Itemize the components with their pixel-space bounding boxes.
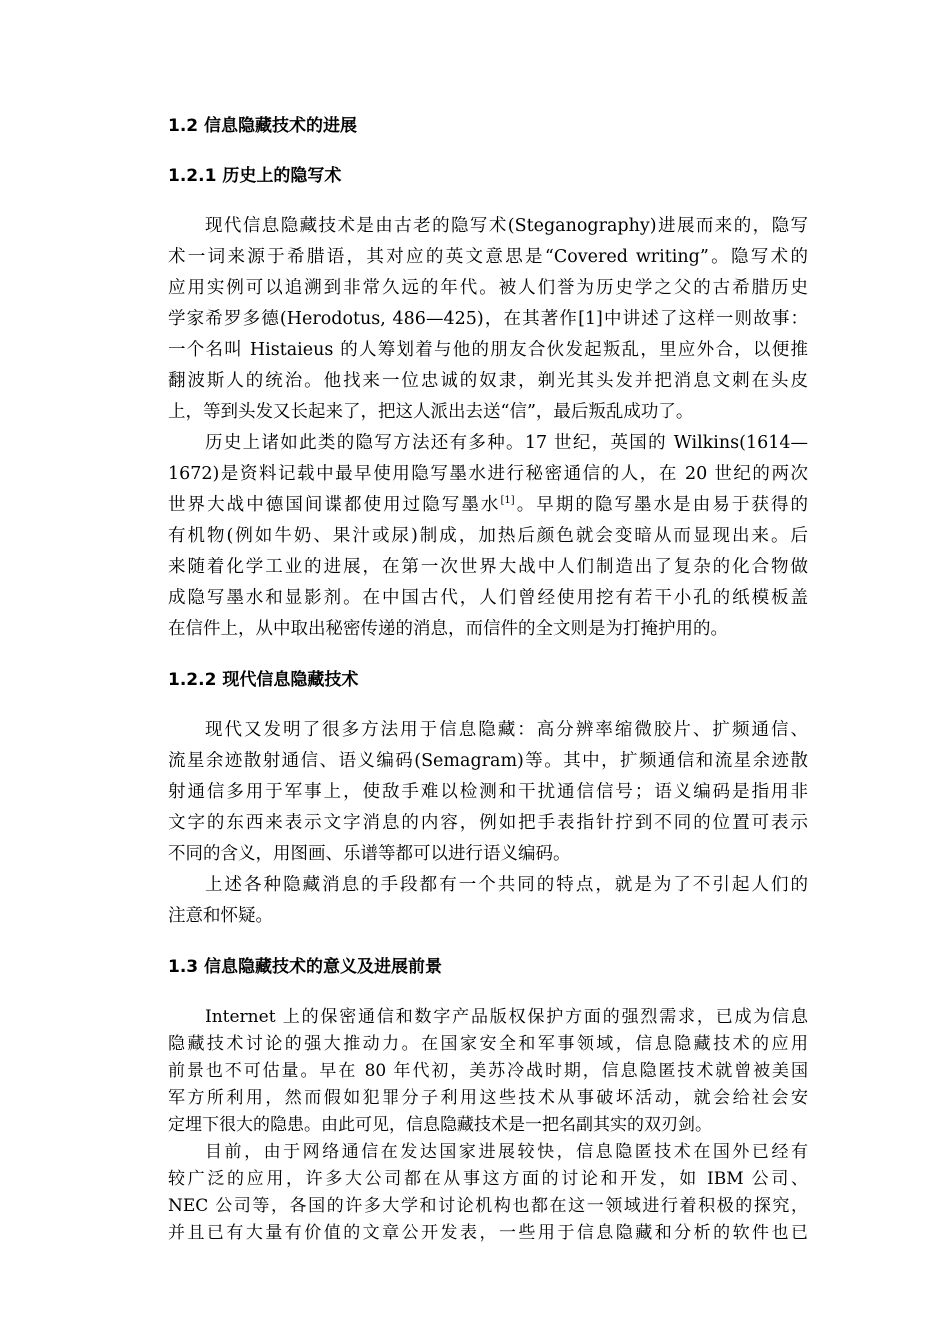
text-line: 并且已有大量有价值的文章公开发表，一些用于信息隐藏和分析的软件也已 bbox=[168, 1223, 808, 1243]
text-line: 注意和怀疑。 bbox=[168, 906, 273, 926]
text-line: 上述各种隐藏消息的手段都有一个共同的特点，就是为了不引起人们的 bbox=[205, 875, 808, 895]
text-line: 隐藏技术讨论的强大推动力。在国家安全和军事领域，信息隐藏技术的应用 bbox=[168, 1034, 808, 1054]
text-line: 学家希罗多德(Herodotus, 486—425)，在其著作[1]中讲述了这样一则故事： bbox=[168, 309, 808, 329]
text-line: 军方所利用，然而假如犯罪分子利用这些技术从事破坏活动，就会给社会安 bbox=[168, 1088, 808, 1108]
text-line-with-citation bbox=[168, 494, 808, 516]
text-line: 流星余迹散射通信、语义编码(Semagram)等。其中，扩频通信和流星余迹散 bbox=[168, 751, 808, 771]
text-line: 现代信息隐藏技术是由古老的隐写术(Steganography)进展而来的，隐写 bbox=[205, 216, 808, 236]
text-line: 历史上诸如此类的隐写方法还有多种。17 世纪，英国的 Wilkins(1614— bbox=[205, 433, 808, 453]
text-line: 前景也不可估量。早在 80 年代初，美苏冷战时期，信息隐匿技术就曾被美国 bbox=[168, 1061, 808, 1081]
text-line: 现代又发明了很多方法用于信息隐藏：高分辨率缩微胶片、扩频通信、 bbox=[205, 720, 808, 740]
text-line: 定埋下很大的隐患。由此可见，信息隐藏技术是一把名副其实的双刃剑。 bbox=[168, 1115, 712, 1135]
text-line: 在信件上，从中取出秘密传递的消息，而信件的全文则是为打掩护用的。 bbox=[168, 619, 728, 639]
text-line: 文字的东西来表示文字消息的内容，例如把手表指针拧到不同的位置可表示 bbox=[168, 813, 808, 833]
text-span: 。早期的隐写墨水是由易于获得的 bbox=[514, 495, 808, 515]
text-line: 1672)是资料记载中最早使用隐写墨水进行秘密通信的人，在 20 世纪的两次 bbox=[168, 464, 808, 484]
text-line: 翻波斯人的统治。他找来一位忠诚的奴隶，剃光其头发并把消息文刺在头皮 bbox=[168, 371, 808, 391]
text-line: NEC 公司等，各国的许多大学和讨论机构也都在这一领域进行着积极的探究， bbox=[168, 1196, 808, 1216]
text-line: 一个名叫 Histaieus 的人筹划着与他的朋友合伙发起叛乱，里应外合，以便推 bbox=[168, 340, 808, 360]
text-line: 射通信多用于军事上，使敌手难以检测和干扰通信信号；语义编码是指用非 bbox=[168, 782, 808, 802]
text-line: 应用实例可以追溯到非常久远的年代。被人们誉为历史学之父的古希腊历史 bbox=[168, 278, 808, 298]
text-line: 来随着化学工业的进展，在第一次世界大战中人们制造出了复杂的化合物做 bbox=[168, 557, 808, 577]
section-heading-1-2-1: 1.2.1 历史上的隐写术 bbox=[168, 166, 342, 186]
text-line: 上，等到头发又长起来了，把这人派出去送“信”，最后叛乱成功了。 bbox=[168, 402, 694, 422]
text-line: 较广泛的应用，许多大公司都在从事这方面的讨论和开发，如 IBM 公司、 bbox=[168, 1169, 808, 1189]
section-heading-1-2-2: 1.2.2 现代信息隐藏技术 bbox=[168, 670, 359, 690]
section-heading-1-2: 1.2 信息隐藏技术的进展 bbox=[168, 116, 358, 136]
text-line: Internet 上的保密通信和数字产品版权保护方面的强烈需求，已成为信息 bbox=[205, 1007, 808, 1027]
text-line: 成隐写墨水和显影剂。在中国古代，人们曾经使用挖有若干小孔的纸模板盖 bbox=[168, 588, 808, 608]
citation-mark: [1] bbox=[500, 495, 515, 507]
text-line: 有机物(例如牛奶、果汁或尿)制成，加热后颜色就会变暗从而显现出来。后 bbox=[168, 526, 808, 546]
text-span: 世界大战中德国间谍都使用过隐写墨水 bbox=[168, 495, 501, 515]
section-heading-1-3: 1.3 信息隐藏技术的意义及进展前景 bbox=[168, 957, 443, 977]
text-line: 目前，由于网络通信在发达国家进展较快，信息隐匿技术在国外已经有 bbox=[205, 1142, 808, 1162]
text-line: 术一词来源于希腊语，其对应的英文意思是“Covered writing”。隐写术的 bbox=[168, 247, 808, 267]
text-line: 不同的含义，用图画、乐谱等都可以进行语义编码。 bbox=[168, 844, 571, 864]
